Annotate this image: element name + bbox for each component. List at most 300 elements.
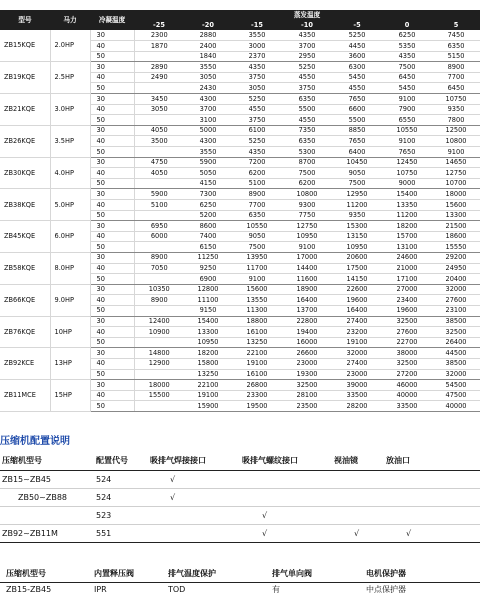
capacity-value-cell: 26800 [232, 380, 282, 391]
capacity-value-cell: 33500 [382, 401, 432, 412]
capacity-value-cell: 7050 [134, 263, 184, 274]
capacity-value-cell: 6350 [232, 210, 282, 221]
capacity-value-cell: 10700 [432, 178, 480, 189]
capacity-value-cell: 3550 [232, 30, 282, 41]
capacity-value-cell: 18800 [232, 316, 282, 327]
capacity-value-cell: 14400 [282, 263, 332, 274]
capacity-value-cell: 4350 [282, 30, 332, 41]
model-name: ZB45KQE [0, 221, 50, 253]
capacity-value-cell: 10450 [332, 157, 382, 168]
capacity-value-cell: 2430 [184, 83, 232, 94]
capacity-value-cell: 2890 [134, 62, 184, 73]
capacity-value-cell: 15500 [134, 390, 184, 401]
check-mark-icon [384, 488, 480, 506]
capacity-value-cell: 18000 [134, 380, 184, 391]
capacity-value-cell: 3450 [134, 94, 184, 105]
config-col-header: 配置代号 [94, 452, 148, 470]
capacity-value-cell: 4050 [134, 168, 184, 179]
horsepower: 8.0HP [50, 252, 90, 284]
capacity-value-cell: 3750 [232, 72, 282, 83]
capacity-value-cell: 10950 [282, 231, 332, 242]
capacity-value-cell [134, 51, 184, 62]
cond-temp-col-header: 冷凝温度 [90, 10, 134, 30]
cond-temp-cell: 40 [90, 390, 134, 401]
horsepower: 10HP [50, 316, 90, 348]
capacity-value-cell: 10900 [134, 327, 184, 338]
capacity-value-cell: 7700 [232, 200, 282, 211]
capacity-value-cell: 10550 [382, 125, 432, 136]
cond-temp-cell: 30 [90, 252, 134, 263]
capacity-value-cell: 13250 [184, 369, 232, 380]
capacity-table-body [0, 30, 480, 411]
evap-temp-header: -20 [184, 20, 232, 30]
capacity-value-cell: 7800 [432, 115, 480, 126]
cond-temp-cell: 30 [90, 316, 134, 327]
capacity-value-cell: 4350 [232, 62, 282, 73]
capacity-value-cell: 18000 [432, 189, 480, 200]
capacity-value-cell: 18900 [282, 284, 332, 295]
evap-temp-group-header: 蒸发温度 [134, 10, 480, 20]
capacity-value-cell: 6600 [332, 104, 382, 115]
capacity-value-cell: 7350 [282, 125, 332, 136]
capacity-value-cell: 3050 [134, 104, 184, 115]
capacity-value-cell [134, 115, 184, 126]
capacity-value-cell: 5250 [332, 30, 382, 41]
capacity-row [0, 316, 480, 327]
capacity-value-cell [134, 274, 184, 285]
capacity-value-cell: 29200 [432, 252, 480, 263]
capacity-value-cell: 12750 [432, 168, 480, 179]
capacity-value-cell [134, 337, 184, 348]
config-row [0, 524, 480, 542]
model-col-header: 型号 [0, 10, 50, 30]
capacity-value-cell: 16400 [332, 305, 382, 316]
capacity-value-cell: 11300 [232, 305, 282, 316]
capacity-value-cell: 6350 [432, 41, 480, 52]
capacity-value-cell: 7300 [184, 189, 232, 200]
capacity-value-cell: 2880 [184, 30, 232, 41]
capacity-value-cell: 2490 [134, 72, 184, 83]
capacity-value-cell: 4550 [232, 104, 282, 115]
check-mark-icon [384, 506, 480, 524]
capacity-value-cell: 5000 [184, 125, 232, 136]
capacity-value-cell: 4550 [332, 83, 382, 94]
check-valve-value: 有 [272, 584, 280, 594]
capacity-value-cell: 22700 [382, 337, 432, 348]
capacity-value-cell: 13150 [332, 231, 382, 242]
capacity-value-cell: 28100 [282, 390, 332, 401]
capacity-value-cell: 3700 [282, 41, 332, 52]
capacity-value-cell: 23200 [332, 327, 382, 338]
check-mark-icon [332, 470, 384, 488]
capacity-value-cell: 1870 [134, 41, 184, 52]
capacity-value-cell: 5900 [184, 157, 232, 168]
capacity-value-cell: 5100 [232, 178, 282, 189]
capacity-value-cell: 16400 [282, 295, 332, 306]
capacity-value-cell: 4150 [184, 178, 232, 189]
capacity-value-cell: 13950 [232, 252, 282, 263]
model-name: ZB92KCE [0, 348, 50, 380]
cond-temp-cell: 40 [90, 200, 134, 211]
capacity-value-cell: 15900 [184, 401, 232, 412]
config-model: ZB50~ZB88 [0, 488, 94, 506]
capacity-value-cell: 32000 [432, 369, 480, 380]
capacity-value-cell: 9050 [232, 231, 282, 242]
protection-model: ZB15-ZB45 [6, 584, 52, 594]
capacity-value-cell: 22100 [232, 348, 282, 359]
capacity-value-cell: 32500 [382, 358, 432, 369]
capacity-value-cell: 2400 [184, 41, 232, 52]
cond-temp-cell: 40 [90, 327, 134, 338]
capacity-value-cell: 4300 [184, 136, 232, 147]
config-col-header: 吸排气螺纹接口 [240, 452, 332, 470]
config-code: 551 [94, 524, 148, 542]
capacity-value-cell: 4450 [332, 41, 382, 52]
capacity-value-cell: 15300 [332, 221, 382, 232]
capacity-value-cell: 8900 [134, 252, 184, 263]
model-name: ZB76KQE [0, 316, 50, 348]
config-section-title: 压缩机配置说明 [0, 436, 70, 447]
capacity-value-cell: 32000 [432, 284, 480, 295]
capacity-value-cell: 46000 [382, 380, 432, 391]
capacity-value-cell: 6300 [332, 62, 382, 73]
capacity-value-cell: 7500 [382, 62, 432, 73]
cond-temp-cell: 50 [90, 401, 134, 412]
cond-temp-cell: 30 [90, 348, 134, 359]
config-row [0, 488, 480, 506]
model-name: ZB19KQE [0, 62, 50, 94]
capacity-value-cell: 15600 [232, 284, 282, 295]
config-row [0, 470, 480, 488]
capacity-value-cell: 4550 [282, 72, 332, 83]
horsepower: 15HP [50, 380, 90, 412]
capacity-value-cell: 27000 [382, 284, 432, 295]
capacity-value-cell: 23000 [332, 369, 382, 380]
capacity-value-cell: 19300 [282, 369, 332, 380]
config-model: ZB15~ZB45 [0, 470, 94, 488]
cond-temp-cell: 50 [90, 115, 134, 126]
capacity-value-cell: 9350 [332, 210, 382, 221]
capacity-value-cell: 38000 [382, 348, 432, 359]
capacity-value-cell: 12750 [282, 221, 332, 232]
capacity-value-cell: 9100 [432, 147, 480, 158]
capacity-value-cell: 15550 [432, 242, 480, 253]
config-header-row [0, 452, 480, 470]
capacity-value-cell: 9350 [432, 104, 480, 115]
protection-col-header: 排气温度保护 [162, 566, 266, 582]
capacity-value-cell: 3050 [232, 83, 282, 94]
capacity-value-cell: 19100 [232, 358, 282, 369]
capacity-value-cell: 9250 [184, 263, 232, 274]
capacity-value-cell: 3550 [184, 62, 232, 73]
evap-temp-header: -15 [232, 20, 282, 30]
capacity-value-cell: 9100 [232, 274, 282, 285]
capacity-value-cell: 47500 [432, 390, 480, 401]
cond-temp-cell: 50 [90, 51, 134, 62]
evap-temp-header: -10 [282, 20, 332, 30]
capacity-value-cell: 13700 [282, 305, 332, 316]
config-model: ZB92~ZB11M [0, 524, 94, 542]
horsepower: 4.0HP [50, 157, 90, 189]
capacity-value-cell: 15700 [382, 231, 432, 242]
capacity-value-cell: 21500 [432, 221, 480, 232]
capacity-value-cell: 16100 [232, 369, 282, 380]
capacity-value-cell: 10350 [134, 284, 184, 295]
check-mark-icon: √ [384, 524, 480, 542]
capacity-value-cell: 8900 [432, 62, 480, 73]
capacity-row [0, 284, 480, 295]
cond-temp-cell: 50 [90, 274, 134, 285]
horsepower: 3.5HP [50, 125, 90, 157]
capacity-value-cell: 23100 [432, 305, 480, 316]
capacity-value-cell: 15800 [184, 358, 232, 369]
cond-temp-cell: 40 [90, 168, 134, 179]
capacity-value-cell: 12400 [134, 316, 184, 327]
model-name: ZB15KQE [0, 30, 50, 62]
capacity-value-cell: 32500 [432, 327, 480, 338]
capacity-value-cell: 8900 [134, 295, 184, 306]
capacity-value-cell: 3750 [232, 115, 282, 126]
check-mark-icon [332, 488, 384, 506]
cond-temp-cell: 30 [90, 380, 134, 391]
hp-col-header: 马力 [50, 10, 90, 30]
capacity-value-cell: 3500 [134, 136, 184, 147]
config-code: 524 [94, 470, 148, 488]
capacity-value-cell: 6550 [382, 115, 432, 126]
cond-temp-cell: 50 [90, 337, 134, 348]
capacity-value-cell: 8600 [184, 221, 232, 232]
capacity-value-cell [134, 305, 184, 316]
capacity-value-cell: 5300 [282, 147, 332, 158]
model-name: ZB58KQE [0, 252, 50, 284]
capacity-value-cell: 15400 [184, 316, 232, 327]
capacity-value-cell: 23500 [282, 401, 332, 412]
discharge-temp-value: TOD [168, 584, 186, 594]
check-mark-icon [332, 506, 384, 524]
capacity-value-cell: 5100 [134, 200, 184, 211]
capacity-value-cell: 6450 [432, 83, 480, 94]
cond-temp-cell: 50 [90, 147, 134, 158]
capacity-value-cell: 13250 [232, 337, 282, 348]
capacity-value-cell: 7750 [282, 210, 332, 221]
capacity-value-cell: 13350 [382, 200, 432, 211]
capacity-value-cell: 27400 [332, 316, 382, 327]
model-name: ZB66KQE [0, 284, 50, 316]
cond-temp-cell: 50 [90, 242, 134, 253]
cond-temp-cell: 30 [90, 221, 134, 232]
cond-temp-cell: 30 [90, 189, 134, 200]
protection-header-row [0, 566, 480, 582]
capacity-value-cell: 5150 [432, 51, 480, 62]
cond-temp-cell: 30 [90, 157, 134, 168]
cond-temp-cell: 50 [90, 178, 134, 189]
capacity-value-cell: 24950 [432, 263, 480, 274]
capacity-value-cell: 4750 [134, 157, 184, 168]
capacity-value-cell: 10750 [382, 168, 432, 179]
capacity-value-cell [134, 210, 184, 221]
evap-temp-header: -25 [134, 20, 184, 30]
check-mark-icon: √ [148, 470, 240, 488]
capacity-value-cell: 10750 [432, 94, 480, 105]
model-name: ZB38KQE [0, 189, 50, 221]
capacity-value-cell: 6450 [382, 72, 432, 83]
cond-temp-cell: 50 [90, 369, 134, 380]
capacity-value-cell: 2370 [232, 51, 282, 62]
config-col-header: 视油镜 [332, 452, 384, 470]
capacity-value-cell: 6950 [134, 221, 184, 232]
capacity-value-cell: 19100 [332, 337, 382, 348]
capacity-value-cell: 27600 [382, 327, 432, 338]
capacity-value-cell: 7400 [184, 231, 232, 242]
capacity-value-cell: 19100 [184, 390, 232, 401]
capacity-value-cell: 10800 [432, 136, 480, 147]
check-mark-icon [384, 470, 480, 488]
capacity-value-cell: 5250 [232, 136, 282, 147]
config-code: 524 [94, 488, 148, 506]
capacity-value-cell: 8700 [282, 157, 332, 168]
capacity-value-cell: 32000 [332, 348, 382, 359]
capacity-value-cell: 39000 [332, 380, 382, 391]
cond-temp-cell: 50 [90, 83, 134, 94]
capacity-value-cell: 11200 [332, 200, 382, 211]
capacity-value-cell: 12800 [184, 284, 232, 295]
capacity-value-cell: 3550 [184, 147, 232, 158]
capacity-value-cell: 40000 [432, 401, 480, 412]
horsepower: 3.0HP [50, 94, 90, 126]
protection-row [0, 582, 480, 595]
capacity-value-cell: 26400 [432, 337, 480, 348]
capacity-value-cell: 3100 [184, 115, 232, 126]
cond-temp-cell: 30 [90, 284, 134, 295]
evap-temp-header: -5 [332, 20, 382, 30]
horsepower: 6.0HP [50, 221, 90, 253]
capacity-value-cell: 27400 [332, 358, 382, 369]
capacity-value-cell: 14150 [332, 274, 382, 285]
model-name: ZB30KQE [0, 157, 50, 189]
capacity-value-cell: 15600 [432, 200, 480, 211]
capacity-row [0, 125, 480, 136]
capacity-value-cell: 9150 [184, 305, 232, 316]
capacity-value-cell: 12950 [332, 189, 382, 200]
evap-temp-header: 0 [382, 20, 432, 30]
capacity-value-cell [134, 401, 184, 412]
model-name: ZB11MCE [0, 380, 50, 412]
capacity-value-cell: 4300 [184, 94, 232, 105]
config-col-header: 压缩机型号 [0, 452, 94, 470]
capacity-value-cell: 18200 [382, 221, 432, 232]
capacity-value-cell: 1840 [184, 51, 232, 62]
capacity-value-cell [134, 242, 184, 253]
capacity-value-cell: 19400 [282, 327, 332, 338]
capacity-value-cell: 38500 [432, 358, 480, 369]
capacity-value-cell: 5350 [382, 41, 432, 52]
capacity-value-cell: 5050 [184, 168, 232, 179]
config-model [0, 506, 94, 524]
cond-temp-cell: 40 [90, 72, 134, 83]
cond-temp-cell: 30 [90, 94, 134, 105]
capacity-value-cell: 7650 [332, 136, 382, 147]
capacity-value-cell: 27600 [432, 295, 480, 306]
capacity-value-cell: 6250 [184, 200, 232, 211]
capacity-row [0, 157, 480, 168]
capacity-value-cell: 3750 [282, 83, 332, 94]
check-mark-icon: √ [240, 506, 332, 524]
capacity-value-cell: 12900 [134, 358, 184, 369]
capacity-value-cell: 6200 [282, 178, 332, 189]
capacity-row [0, 94, 480, 105]
capacity-value-cell: 22800 [282, 316, 332, 327]
capacity-value-cell: 13300 [432, 210, 480, 221]
capacity-row [0, 380, 480, 391]
cond-temp-cell: 50 [90, 305, 134, 316]
check-mark-icon: √ [240, 524, 332, 542]
capacity-value-cell: 11700 [232, 263, 282, 274]
model-name: ZB21KQE [0, 94, 50, 126]
horsepower: 2.5HP [50, 62, 90, 94]
capacity-header-row-1 [0, 10, 480, 20]
capacity-value-cell: 4350 [232, 147, 282, 158]
capacity-table [0, 10, 480, 412]
capacity-value-cell: 23300 [232, 390, 282, 401]
capacity-value-cell: 7650 [332, 94, 382, 105]
capacity-value-cell: 20400 [432, 274, 480, 285]
horsepower: 5.0HP [50, 189, 90, 221]
capacity-value-cell [134, 83, 184, 94]
capacity-value-cell: 32500 [282, 380, 332, 391]
capacity-value-cell: 9000 [382, 178, 432, 189]
capacity-value-cell: 6350 [282, 94, 332, 105]
capacity-row [0, 189, 480, 200]
cond-temp-cell: 40 [90, 136, 134, 147]
protection-col-header: 压缩机型号 [0, 566, 88, 582]
capacity-value-cell: 23400 [382, 295, 432, 306]
relief-valve-value: IPR [94, 584, 107, 594]
cond-temp-cell: 40 [90, 358, 134, 369]
protection-col-header: 电机保护器 [360, 566, 480, 582]
capacity-value-cell: 13550 [232, 295, 282, 306]
capacity-value-cell: 11100 [184, 295, 232, 306]
capacity-value-cell: 6100 [232, 125, 282, 136]
capacity-value-cell: 12450 [382, 157, 432, 168]
config-code: 523 [94, 506, 148, 524]
cond-temp-cell: 40 [90, 295, 134, 306]
capacity-value-cell: 6200 [232, 168, 282, 179]
capacity-value-cell: 13300 [184, 327, 232, 338]
capacity-value-cell: 5900 [134, 189, 184, 200]
capacity-value-cell: 16100 [232, 327, 282, 338]
capacity-value-cell: 11600 [282, 274, 332, 285]
capacity-value-cell: 3050 [184, 72, 232, 83]
protection-table [0, 566, 480, 595]
check-mark-icon: √ [148, 488, 240, 506]
capacity-value-cell: 7500 [282, 168, 332, 179]
capacity-value-cell: 11200 [382, 210, 432, 221]
cond-temp-cell: 40 [90, 104, 134, 115]
capacity-value-cell: 6400 [332, 147, 382, 158]
capacity-value-cell: 18200 [184, 348, 232, 359]
capacity-value-cell: 8850 [332, 125, 382, 136]
capacity-value-cell: 14650 [432, 157, 480, 168]
capacity-value-cell: 13100 [382, 242, 432, 253]
capacity-value-cell: 10550 [232, 221, 282, 232]
cond-temp-cell: 30 [90, 62, 134, 73]
check-mark-icon [148, 524, 240, 542]
capacity-value-cell: 3600 [332, 51, 382, 62]
capacity-value-cell: 3700 [184, 104, 232, 115]
capacity-value-cell: 4550 [282, 115, 332, 126]
capacity-value-cell: 38500 [432, 316, 480, 327]
capacity-value-cell: 4350 [382, 51, 432, 62]
